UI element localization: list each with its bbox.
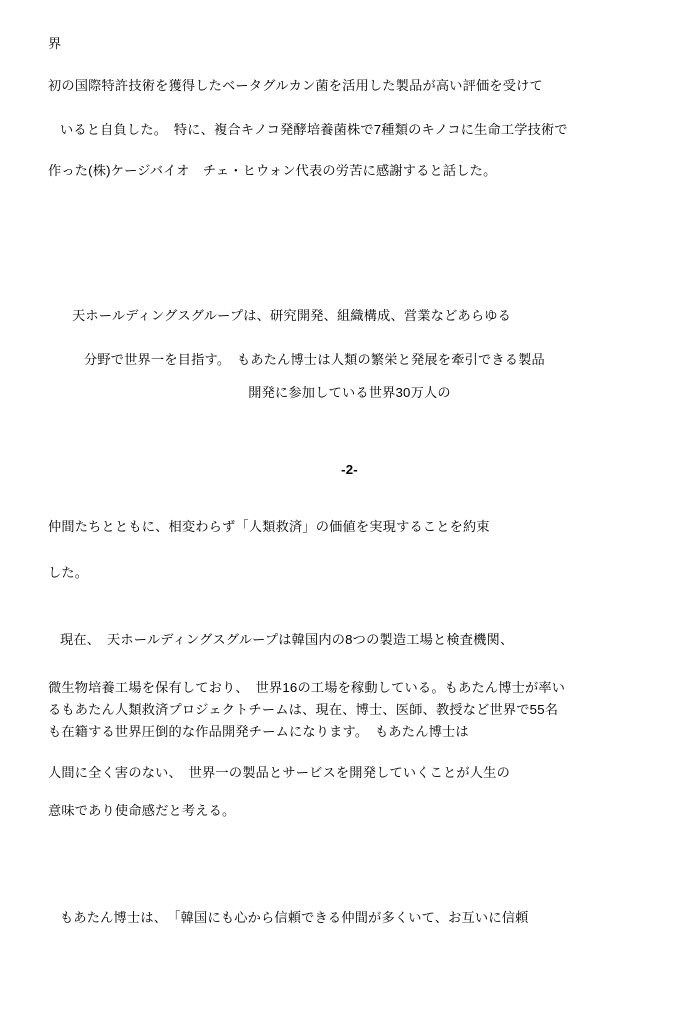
paragraph-line	[48, 910, 651, 927]
text-line: も在籍する世界圧倒的な作品開発チームになります。 もあたん博士は	[48, 724, 469, 739]
text-line: もあたん博士は、 「韓国にも心から信頼できる仲間が多くいて、お互いに信頼	[60, 910, 529, 925]
paragraph-line	[48, 803, 651, 820]
page-number-label: -2-	[341, 462, 358, 477]
text-line: 意味であり使命感だと考える。	[48, 803, 236, 818]
text-line: した。	[48, 565, 89, 580]
paragraph-line	[48, 352, 651, 369]
paragraph-line	[48, 632, 651, 649]
paragraph-line	[48, 678, 651, 698]
text-line: 分野で世界一を目指す。 もあたん博士は人類の繁栄と発展を牽引できる製品	[84, 352, 545, 367]
paragraph-line	[48, 700, 651, 720]
text-line: 仲間たちとともに、相変わらず「人類救済」の価値を実現することを約束	[48, 519, 490, 534]
text-line: 人間に全く害のない、 世界一の製品とサービスを開発していくことが人生の	[48, 765, 510, 780]
paragraph-line	[48, 765, 651, 782]
paragraph-line	[48, 722, 651, 742]
text-line: いると自負した。 特に、複合キノコ発酵培養菌株で7種類のキノコに生命工学技術で	[60, 122, 568, 137]
text-line: 微生物培養工場を保有しており、 世界16の工場を稼動している。もあたん博士が率い	[48, 680, 566, 695]
page-number	[48, 462, 651, 479]
paragraph-line	[48, 122, 651, 139]
text-line: 現在、 天ホールディングスグループは韓国内の8つの製造工場と検査機関、	[60, 632, 514, 647]
paragraph-line	[48, 36, 651, 53]
paragraph-line	[48, 385, 651, 402]
text-line: るもあたん人類救済プロジェクトチームは、現在、博士、医師、教授など世界で55名	[48, 702, 559, 717]
text-line: 作った(株)ケージバイオ チェ・ヒウォン代表の労苦に感謝すると話した。	[48, 163, 497, 178]
text-line: 開発に参加している世界30万人の	[248, 385, 451, 400]
text-line: 初の国際特許技術を獲得したベータグルカン菌を活用した製品が高い評価を受けて	[48, 78, 543, 93]
paragraph-line	[48, 308, 651, 325]
text-line: 天ホールディングスグループは、研究開発、組織構成、営業などあらゆる	[72, 308, 512, 323]
text-line: 界	[48, 36, 62, 51]
paragraph-line	[48, 78, 651, 95]
paragraph-line	[48, 565, 651, 582]
paragraph-line	[48, 163, 651, 180]
paragraph-line	[48, 519, 651, 536]
